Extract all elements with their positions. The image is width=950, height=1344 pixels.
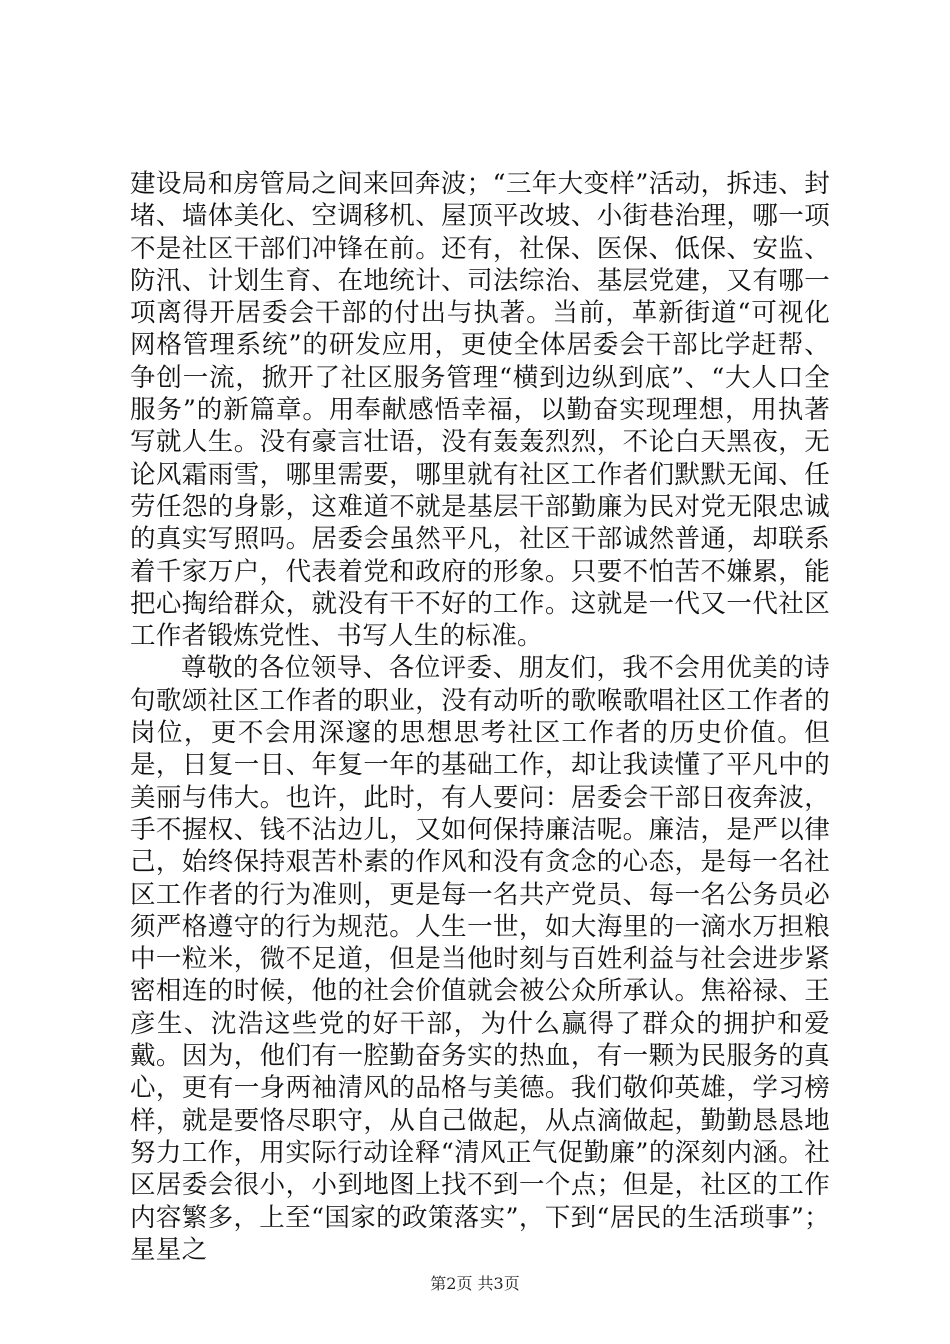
paragraph-2: 尊敬的各位领导、各位评委、朋友们，我不会用优美的诗句歌颂社区工作者的职业，没有动听的歌喉歌唱社区工作者的岗位，更不会用深邃的思想思考社区工作者的历史价值。但是，日复一日、年复一年的基础工作，却让我读懂了平凡中的美丽与伟大。也许，此时，有人要问：居委会干部日夜奔波，手不握权、钱不沾边儿，又如何保持廉洁呢。廉洁，是严以律己，始终保持艰苦朴素的作风和没有贪念的心态，是每一名社区工作者的行为准则，更是每一名共产党员、每一名公务员必须严格遵守的行为规范。人生一世，如大海里的一滴水万担粮中一粒米，微不足道，但是当他时刻与百姓利益与社会进步紧密相连的时候，他的社会价值就会被公众所承认。焦裕禄、王彦生、沈浩这些党的好干部，为什么赢得了群众的拥护和爱戴。因为，他们有一腔勤奋务实的热血，有一颗为民服务的真心，更有一身两袖清风的品格与美德。我们敬仰英雄，学习榜样，就是要恪尽职守，从自己做起，从点滴做起，勤勤恳恳地努力工作，用实际行动诠释“清风正气促勤廉”的深刻内涵。社区居委会很小，小到地图上找不到一个点；但是，社区的工作内容繁多，上至“国家的政策落实”，下到“居民的生活琐事”；星星之 (130, 653, 830, 1265)
paragraph-1: 建设局和房管局之间来回奔波；“三年大变样”活动，拆违、封堵、墙体美化、空调移机、屋顶平改坡、小街巷治理，哪一项不是社区干部们冲锋在前。还有，社保、医保、低保、安监、防汛、计划生育、在地统计、司法综治、基层党建，又有哪一项离得开居委会干部的付出与执著。当前，革新街道“可视化网格管理系统”的研发应用，更使全体居委会干部比学赶帮、争创一流，掀开了社区服务管理“横到边纵到底”、“大人口全服务”的新篇章。用奉献感悟幸福，以勤奋实现理想，用执著写就人生。没有豪言壮语，没有轰轰烈烈，不论白天黑夜，无论风霜雨雪，哪里需要，哪里就有社区工作者们默默无闻、任劳任怨的身影，这难道不就是基层干部勤廉为民对党无限忠诚的真实写照吗。居委会虽然平凡，社区干部诚然普通，却联系着千家万户，代表着党和政府的形象。只要不怕苦不嫌累，能把心掏给群众，就没有干不好的工作。这就是一代又一代社区工作者锻炼党性、书写人生的标准。 (130, 169, 830, 652)
page-number-label: 第2页 共3页 (430, 1274, 520, 1293)
body-text (130, 168, 830, 1266)
page-footer (0, 1274, 950, 1294)
